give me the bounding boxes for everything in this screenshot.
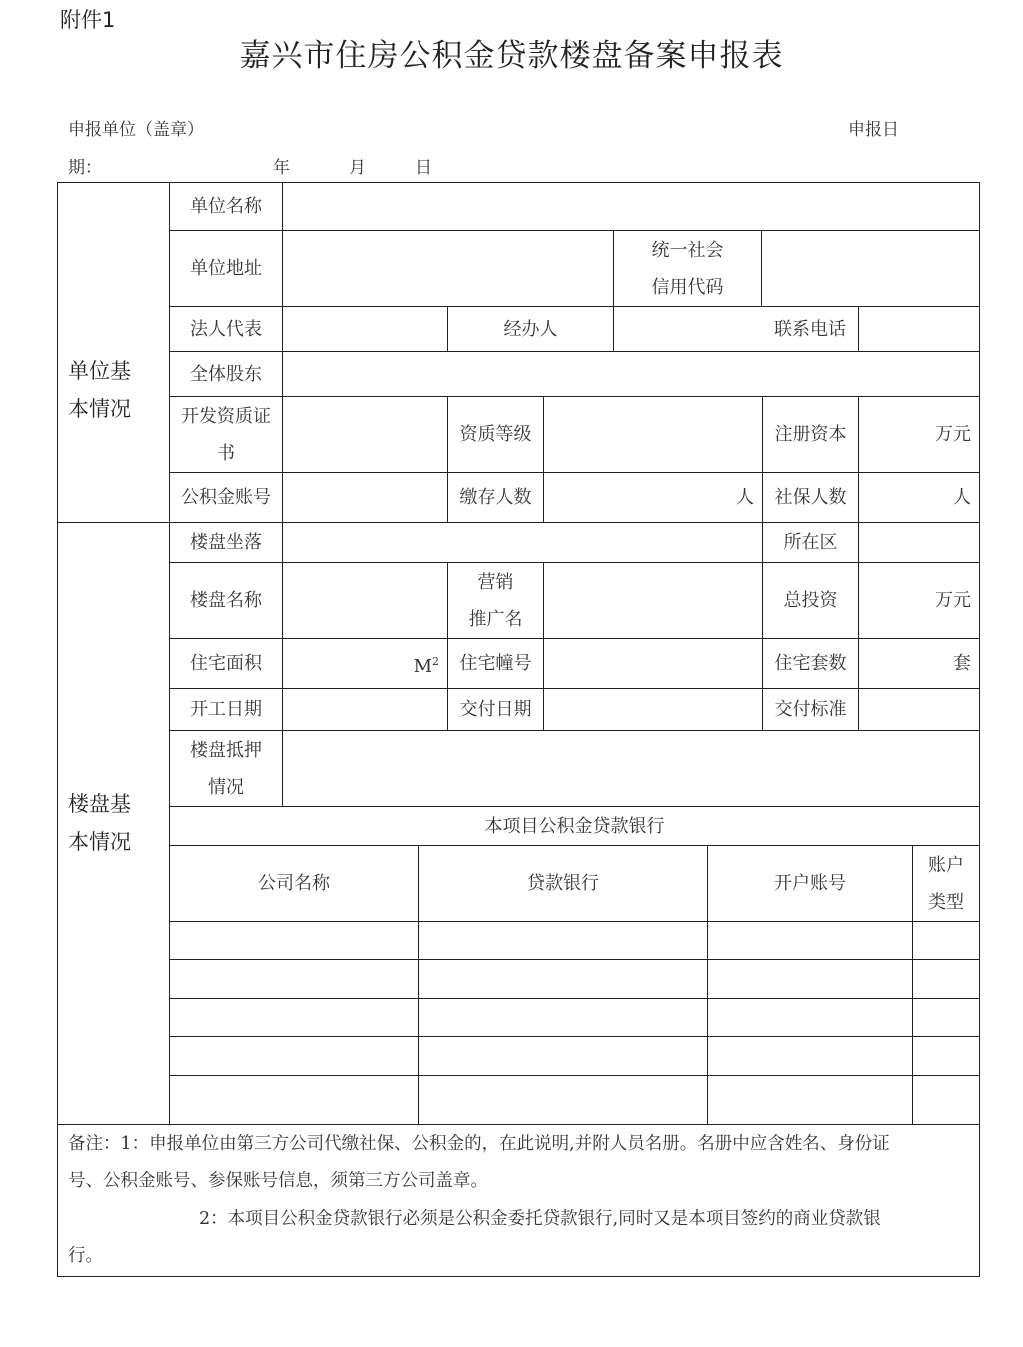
label-deposit-count: 缴存人数 [459, 487, 532, 508]
table-row-cell[interactable] [708, 922, 912, 959]
table-row-cell[interactable] [170, 1076, 418, 1124]
table-row-cell[interactable] [419, 999, 707, 1036]
table-row-cell[interactable] [170, 922, 418, 959]
table-row-cell[interactable] [913, 999, 979, 1036]
section-unit-info-heading [68, 352, 158, 428]
field-phone[interactable] [859, 307, 979, 351]
unit-wan-yuan: 万元 [935, 590, 971, 611]
field-reg-capital[interactable] [859, 397, 979, 472]
label-social-count: 社保人数 [774, 487, 847, 508]
label-district: 所在区 [783, 532, 838, 553]
table-row-cell[interactable] [708, 999, 912, 1036]
label-line: 账户 [928, 854, 964, 876]
note-line: 行。 [68, 1246, 103, 1266]
table-row-cell[interactable] [419, 1076, 707, 1124]
label-location: 楼盘坐落 [190, 532, 262, 553]
field-promo-name[interactable] [544, 563, 762, 638]
label-phone: 联系电话 [774, 318, 846, 340]
section-heading-line: 本情况 [68, 830, 131, 854]
field-handler[interactable] [614, 307, 761, 351]
label-dev-cert [170, 397, 282, 472]
label-line: 推广名 [468, 608, 523, 630]
field-social-count[interactable] [859, 473, 979, 522]
table-row-cell[interactable] [913, 960, 979, 998]
unit-person: 人 [736, 487, 754, 508]
table-row-cell[interactable] [419, 960, 707, 998]
table-row-cell[interactable] [708, 1076, 912, 1124]
section-heading-line: 楼盘基 [68, 792, 131, 816]
bank-table-header: 本项目公积金贷款银行 [484, 815, 665, 837]
table-row-cell[interactable] [419, 922, 707, 959]
col-company-name: 公司名称 [258, 873, 330, 894]
table-row-cell[interactable] [913, 922, 979, 959]
col-account-type [913, 846, 979, 921]
field-unit-address[interactable] [283, 231, 613, 306]
label-res-units: 住宅套数 [774, 653, 847, 674]
note-line: 2：本项目公积金贷款银行必须是公积金委托贷款银行,同时又是本项目签约的商业贷款银 [199, 1209, 881, 1229]
label-total-invest: 总投资 [783, 590, 838, 611]
date-label: 申报日 [848, 120, 899, 140]
field-credit-code[interactable] [762, 231, 979, 306]
table-row-cell[interactable] [913, 1037, 979, 1075]
field-delivery-date[interactable] [544, 689, 762, 730]
year-label: 年 [273, 158, 290, 178]
unit-wan-yuan: 万元 [935, 424, 971, 445]
unit-sup: 2 [432, 654, 439, 668]
field-total-invest[interactable] [859, 563, 979, 638]
label-line: 统一社会 [651, 239, 724, 261]
day-label: 日 [415, 158, 432, 178]
table-row-cell[interactable] [170, 999, 418, 1036]
section-estate-info-heading [68, 785, 158, 861]
label-line: 营销 [477, 571, 514, 593]
field-deposit-count[interactable] [544, 473, 762, 522]
table-row-cell[interactable] [170, 1037, 418, 1075]
section-heading-line: 单位基 [68, 359, 131, 383]
field-res-building[interactable] [544, 639, 762, 688]
field-shareholders[interactable] [283, 352, 979, 396]
field-qual-level[interactable] [544, 397, 762, 472]
label-unit-address: 单位地址 [190, 258, 262, 279]
col-account-number: 开户账号 [774, 873, 846, 894]
label-shareholders: 全体股东 [190, 363, 262, 385]
table-row-cell[interactable] [913, 1076, 979, 1124]
label-line: 信用代码 [651, 276, 724, 298]
unit-m: M [413, 655, 432, 677]
note-line: 备注：1：申报单位由第三方公司代缴社保、公积金的，在此说明,并附人员名册。名册中应含姓名、身份证 [68, 1134, 890, 1154]
section-heading-line: 本情况 [68, 397, 131, 421]
label-legal-rep: 法人代表 [190, 318, 262, 340]
table-row-cell[interactable] [708, 1037, 912, 1075]
label-credit-code [614, 231, 761, 306]
field-delivery-std[interactable] [859, 689, 979, 730]
label-line: 类型 [928, 891, 964, 913]
label-handler: 经办人 [503, 318, 558, 340]
field-estate-name[interactable] [283, 563, 447, 638]
label-line: 情况 [208, 776, 244, 798]
unit-person: 人 [953, 487, 971, 508]
label-line: 书 [217, 442, 235, 464]
field-unit-name[interactable] [283, 183, 979, 230]
label-estate-name: 楼盘名称 [190, 590, 262, 611]
col-loan-bank: 贷款银行 [527, 873, 599, 894]
date-label-cont: 期： [68, 158, 102, 178]
label-pf-account: 公积金账号 [181, 487, 271, 508]
field-res-units[interactable] [859, 639, 979, 688]
note-line: 号、公积金账号、参保账号信息，须第三方公司盖章。 [68, 1171, 488, 1191]
label-delivery-std: 交付标准 [774, 699, 847, 720]
month-label: 月 [349, 158, 366, 178]
unit-set: 套 [953, 653, 971, 674]
label-promo-name [448, 563, 543, 638]
label-res-area: 住宅面积 [190, 653, 262, 674]
table-row-cell[interactable] [708, 960, 912, 998]
label-line: 楼盘抵押 [190, 739, 262, 761]
field-legal-rep[interactable] [283, 307, 447, 351]
field-location[interactable] [283, 523, 762, 562]
applicant-label: 申报单位（盖章） [68, 120, 204, 140]
label-line: 开发资质证 [181, 405, 271, 427]
label-reg-capital: 注册资本 [774, 424, 847, 445]
field-district[interactable] [859, 523, 979, 562]
label-delivery-date: 交付日期 [459, 699, 532, 720]
table-row-cell[interactable] [170, 960, 418, 998]
attachment-label: 附件1 [60, 8, 116, 32]
field-mortgage[interactable] [283, 731, 979, 806]
form-title: 嘉兴市住房公积金贷款楼盘备案申报表 [239, 38, 784, 74]
field-res-area[interactable] [283, 639, 447, 688]
unit-square-meter [414, 643, 439, 685]
table-row-cell[interactable] [419, 1037, 707, 1075]
label-res-building: 住宅幢号 [459, 653, 532, 674]
label-unit-name: 单位名称 [190, 196, 262, 217]
label-qual-level: 资质等级 [459, 424, 532, 445]
field-pf-account[interactable] [283, 473, 447, 522]
label-start-date: 开工日期 [190, 699, 262, 720]
field-start-date[interactable] [283, 689, 447, 730]
field-dev-cert[interactable] [283, 397, 447, 472]
label-mortgage [170, 731, 282, 806]
